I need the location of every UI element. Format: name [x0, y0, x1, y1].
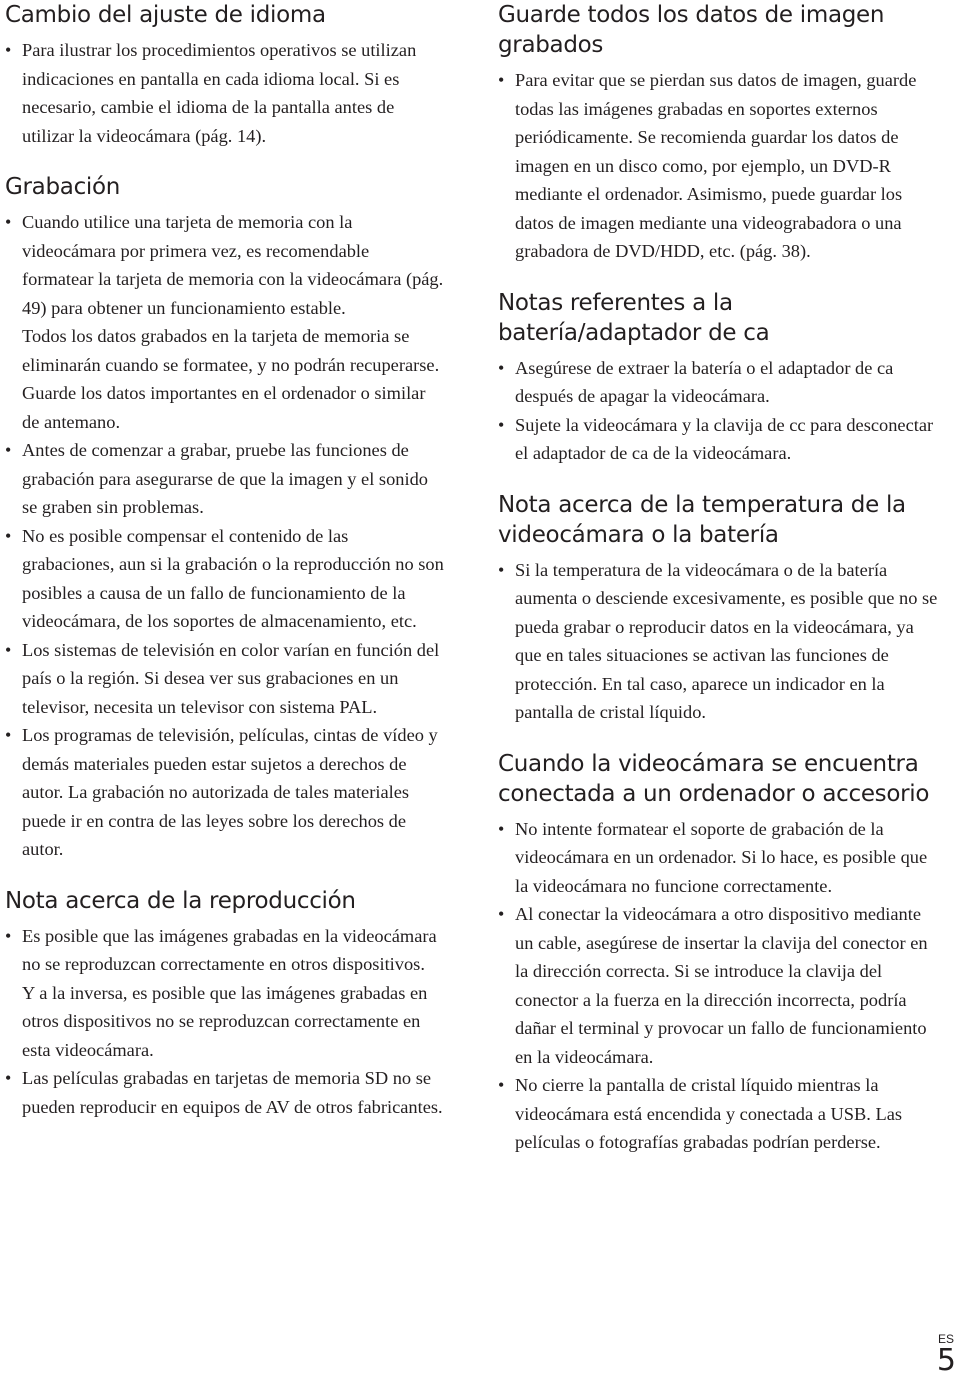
bullet-item — [498, 66, 938, 266]
bullet-text: • Cuando utilice una tarjeta de memoria con la videocámara por primera vez, es recomendable formatear la tarjeta de memoria con la videocámara (pág. 49) para obtener un funcionamiento estable. — [22, 212, 444, 318]
section-heading: Notas referentes a la batería/adaptador de ca — [498, 289, 770, 346]
left-column — [5, 0, 445, 1143]
bullet-text: • Los sistemas de televisión en color varían en función del país o la región. Si desea ver sus grabaciones en un televisor, necesita un televisor con sistema PAL. — [22, 639, 440, 717]
bullet-item — [5, 436, 445, 522]
section-heading: Cambio del ajuste de idioma — [5, 2, 326, 28]
section — [5, 0, 445, 150]
section — [498, 288, 938, 468]
bullet-text: Y a la inversa, es posible que las imágenes grabadas en otros dispositivos no se reproduzcan correctamente en esta videocámara. — [22, 982, 428, 1060]
bullet-item — [5, 721, 445, 864]
page-number: 5 — [936, 1343, 956, 1378]
section — [498, 749, 938, 1157]
section-heading: Nota acerca de la reproducción — [5, 887, 356, 914]
bullet-text: • Para evitar que se pierdan sus datos de imagen, guarde todas las imágenes grabadas en soportes externos periódicamente. Se recomienda guardar los datos de imagen en un disco como, por ejemplo, un DVD-R mediante el ordenador. Asimismo, puede guardar los datos de imagen mediante una videograbadora o una grabadora de DVD/HDD, etc. (pág. 38). — [515, 70, 917, 261]
bullet-text: • Asegúrese de extraer la batería o el adaptador de ca después de apagar la videocámara. — [515, 357, 894, 406]
section-heading: Nota acerca de la temperatura de la videocámara o la batería — [498, 491, 906, 548]
section-heading: Guarde todos los datos de imagen grabados — [498, 2, 885, 58]
section — [498, 0, 938, 266]
language-code: ES — [937, 1332, 954, 1346]
section-heading: Cuando la videocámara se encuentra conectada a un ordenador o accesorio — [498, 750, 930, 807]
bullet-item — [5, 636, 445, 722]
bullet-item — [498, 556, 938, 727]
bullet-list — [498, 66, 938, 266]
bullet-item — [498, 815, 938, 901]
right-column — [498, 0, 938, 1179]
bullet-list — [498, 815, 938, 1157]
section — [5, 886, 445, 1122]
bullet-text: • Sujete la videocámara y la clavija de cc para desconectar el adaptador de ca de la videocámara. — [515, 414, 934, 463]
bullet-text: • Las películas grabadas en tarjetas de memoria SD no se pueden reproducir en equipos de AV de otros fabricantes. — [22, 1068, 443, 1117]
bullet-text: • Los programas de televisión, películas, cintas de vídeo y demás materiales pueden estar sujetos a derechos de autor. La grabación no autorizada de tales materiales puede ir en contra de las leyes sobre los derechos de autor. — [22, 725, 438, 859]
bullet-text: • No intente formatear el soporte de grabación de la videocámara en un ordenador. Si lo hace, es posible que la videocámara no funcione correctamente. — [515, 818, 928, 896]
bullet-item — [5, 922, 445, 1065]
bullet-list — [498, 354, 938, 468]
bullet-item — [498, 354, 938, 411]
bullet-text: • No cierre la pantalla de cristal líquido mientras la videocámara está encendida y conectada a USB. Las películas o fotografías grabadas podrían perderse. — [515, 1075, 903, 1152]
bullet-item — [498, 900, 938, 1071]
bullet-list — [498, 556, 938, 727]
bullet-item — [5, 1064, 445, 1121]
bullet-list — [5, 922, 445, 1122]
section — [5, 172, 445, 864]
bullet-text: • Si la temperatura de la videocámara o de la batería aumenta o desciende excesivamente, es posible que no se pueda grabar o reproducir datos en la videocámara, ya que en tales situaciones se activan las funciones de protección. En tal caso, aparece un indicador en la pantalla de cristal líquido. — [515, 559, 938, 722]
bullet-text: • Al conectar la videocámara a otro dispositivo mediante un cable, asegúrese de insertar la clavija del conector en la dirección correcta. Si se introduce la clavija del conector a la fuerza en la dirección incorrecta, podría dañar el terminal y provocar un fallo de funcionamiento en la videocámara. — [515, 904, 928, 1067]
bullet-item — [5, 208, 445, 436]
bullet-item — [5, 522, 445, 636]
bullet-list — [5, 36, 445, 150]
bullet-text: • Para ilustrar los procedimientos operativos se utilizan indicaciones en pantalla en cada idioma local. Si es necesario, cambie el idioma de la pantalla antes de utilizar la videocámara (pág. 14). — [22, 40, 417, 146]
section-heading: Grabación — [5, 174, 121, 200]
bullet-item — [498, 411, 938, 468]
bullet-text: • Antes de comenzar a grabar, pruebe las funciones de grabación para asegurarse de que la imagen y el sonido se graben sin problemas. — [22, 440, 428, 517]
bullet-item — [5, 36, 445, 150]
bullet-text: Todos los datos grabados en la tarjeta de memoria se eliminarán cuando se formatee, y no podrán recuperarse. Guarde los datos importantes en el ordenador o similar de antemano. — [22, 326, 440, 432]
bullet-text: • No es posible compensar el contenido de las grabaciones, aun si la grabación o la reproducción no son posibles a causa de un fallo de funcionamiento de la videocámara, de los soportes de almacenamiento, etc. — [22, 525, 444, 631]
bullet-list — [5, 208, 445, 864]
section — [498, 490, 938, 727]
bullet-item — [498, 1071, 938, 1157]
bullet-text: • Es posible que las imágenes grabadas en la videocámara no se reproduzcan correctamente en otros dispositivos. — [22, 925, 437, 974]
